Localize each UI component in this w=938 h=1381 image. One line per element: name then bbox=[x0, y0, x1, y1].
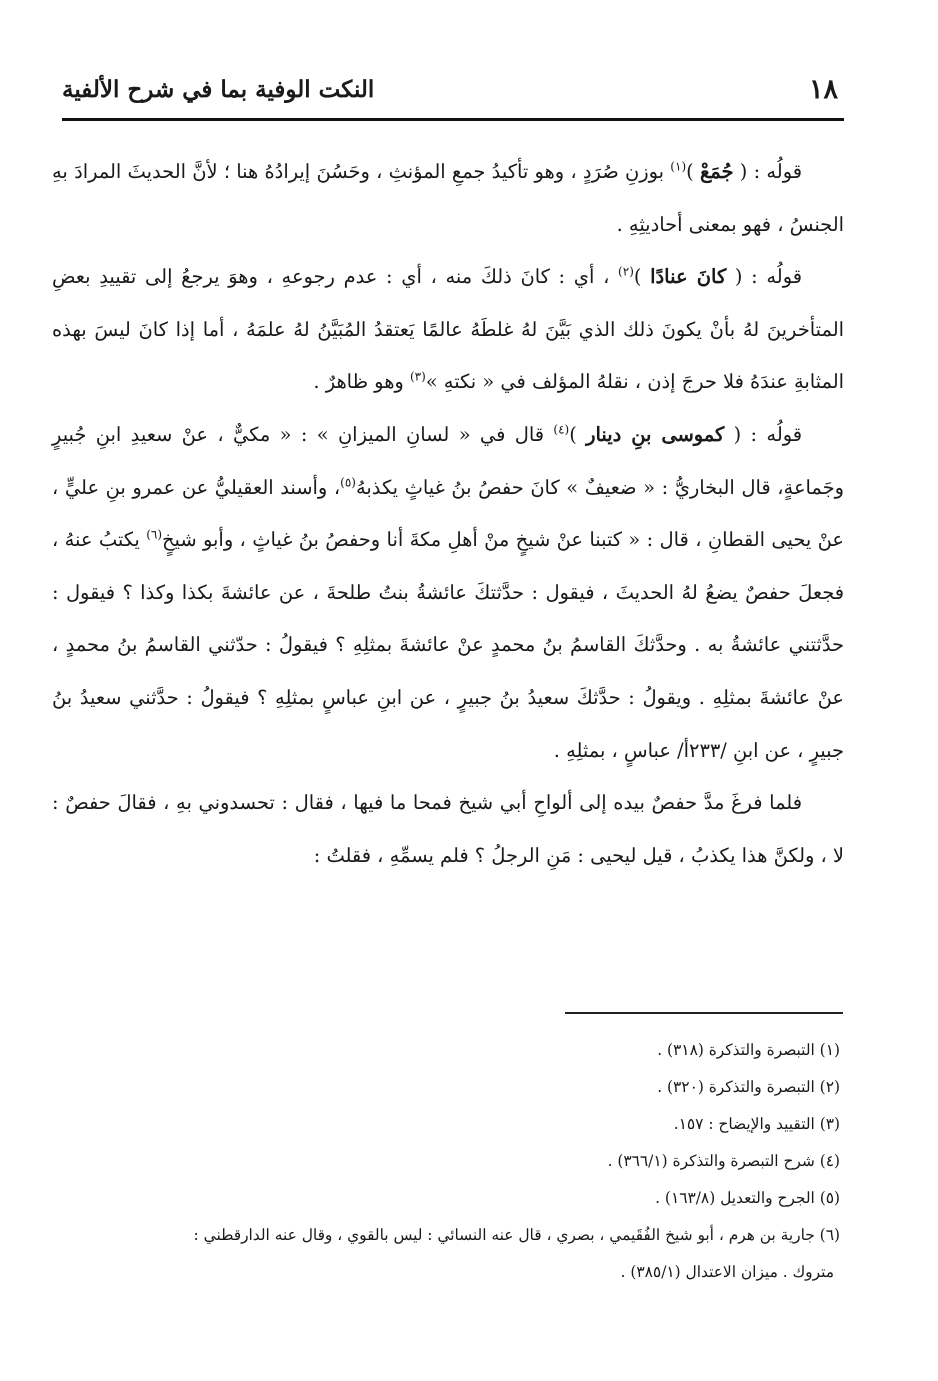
keyword: كانَ عنادًا bbox=[650, 265, 727, 289]
footnote-rule bbox=[565, 1012, 843, 1014]
footnote-6: (٦) جارية بن هرم ، أبو شيخ الفُقَيمي ، بصري ، قال عنه النسائي : ليس بالقوي ، وقال عنه الدارقطني : bbox=[193, 1226, 840, 1244]
footnote-4: (٤) شرح التبصرة والتذكرة (٣٦٦/١) . bbox=[607, 1152, 840, 1170]
paragraph-2: قولُه : ( كانَ عنادًا )$^{(٢)}$ ، أي : كانَ ذلكَ منه ، أي : عدم رجوعهِ ، وهوَ يرجعُ إلى تقييدِ بعضِ المتأخرينَ لهُ بأنْ يكونَ ذلك الذي بَيَّنَ لهُ غلطَهُ عالمًا يَعتقدُ المُبَيَّنُ لهُ علمَهُ ، أما إذا كانَ ليسَ بهذه المثابةِ عندَهُ فلا حرجَ إذن ، نقلهُ المؤلف في « نكتهِ »$^{(٣)}$ وهو ظاهرٌ . bbox=[52, 264, 844, 394]
footnote-ref: (٣) bbox=[409, 369, 426, 384]
paragraph-3: قولُه : ( كموسى بنِ دينار )$^{(٤)}$ قال في « لسانِ الميزانِ » : « مكيٌّ ، عنْ سعيدِ ابنِ جُبيرٍ وجَماعةٍ، قال البخاريُّ : « ضعيفٌ » كانَ حفصُ بنُ غياثٍ يكذبهُ$^{(٥)}$، وأسند العقيليُّ عن عمرو بنِ عليٍّ ، عنْ يحيى القطانِ ، قال : « كتبنا عنْ شيخٍ منْ أهلِ مكةَ أنا وحفصُ بنُ غياثٍ ، وأبو شيخٍ$^{(٦)}$ يكتبُ عنهُ ، فجعلَ حفصٌ يضعُ لهُ الحديثَ ، فيقول : حدَّثتكَ عائشةُ بنتُ طلحةَ ، عن عائشةَ بكذا وكذا ؟ فيقول : حدَّثتني عائشةُ به . وحدَّثكَ القاسمُ بنُ محمدٍ عنْ عائشةَ بمثلِهِ ؟ فيقولُ : حدّثني القاسمُ بنُ محمدٍ ، عنْ عائشةَ بمثلِهِ . ويقولُ : حدَّثكَ سعيدُ بنُ جبيرٍ ، عن ابنِ عباسٍ بمثلِهِ ؟ فيقولُ : حدَّثني سعيدُ بنُ جبيرٍ ، عن ابنِ /٢٣٣أ/ عباسٍ ، بمثلِهِ . bbox=[52, 422, 844, 762]
paragraph-4: فلما فرغَ مدَّ حفصٌ بيده إلى ألواحِ أبي شيخ فمحا ما فيها ، فقال : تحسدوني بهِ ، فقالَ حفصٌ : لا ، ولكنَّ هذا يكذبُ ، قيل ليحيى : مَنِ الرجلُ ؟ فلم يسمِّهِ ، فقلتُ : bbox=[52, 791, 844, 867]
header-rule bbox=[62, 118, 844, 121]
footnote-1: (١) التبصرة والتذكرة (٣١٨) . bbox=[657, 1041, 840, 1059]
main-text bbox=[52, 146, 844, 882]
footnote-ref: (٦) bbox=[146, 527, 163, 542]
footnote-3: (٣) التقييد والإيضاح : ١٥٧. bbox=[673, 1115, 840, 1133]
footnote-5: (٥) الجرح والتعديل (١٦٣/٨) . bbox=[655, 1189, 840, 1207]
footnote-ref: (٥) bbox=[340, 475, 356, 490]
footnotes bbox=[48, 1032, 840, 1291]
page-number: ١٨ bbox=[808, 74, 838, 105]
footnote-ref: (٤) bbox=[553, 422, 570, 437]
footnote-ref: (٢) bbox=[618, 264, 634, 279]
footnote-ref: (١) bbox=[670, 159, 687, 174]
footnote-6-continued: متروك . ميزان الاعتدال (٣٨٥/١) . bbox=[620, 1263, 834, 1281]
paragraph-1: قولُه : ( جُمَعْ )$^{(١)}$ بوزنِ صُرَدٍ ، وهو تأكيدُ جمعِ المؤنثِ ، وحَسُنَ إيرادُهُ هنا ؛ لأنَّ الحديثَ المرادَ بهِ الجنسُ ، فهو بمعنى أحاديثِهِ . bbox=[52, 159, 844, 236]
keyword: جُمَعْ bbox=[699, 160, 734, 183]
footnote-2: (٢) التبصرة والتذكرة (٣٢٠) . bbox=[657, 1078, 840, 1096]
keyword: كموسى بنِ دينار bbox=[586, 422, 725, 446]
page-header bbox=[62, 72, 844, 118]
running-title: النكت الوفية بما في شرح الألفية bbox=[62, 76, 375, 103]
